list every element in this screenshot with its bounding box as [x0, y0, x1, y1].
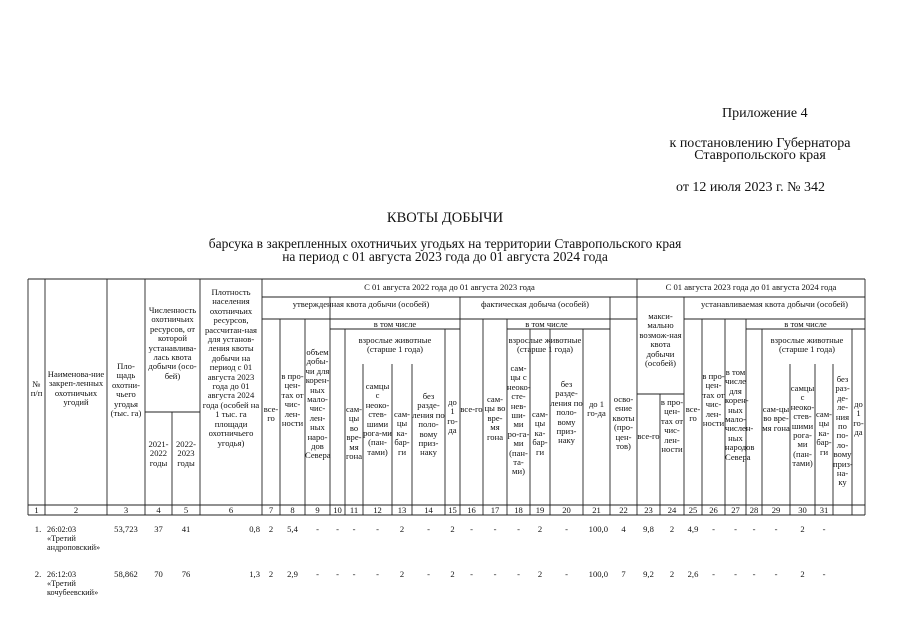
column-number: 30	[798, 505, 807, 515]
table-cell-area: 53,723	[114, 524, 138, 534]
column-number: 27	[731, 505, 740, 515]
table-cell-s-young: -	[822, 524, 826, 534]
column-number: 29	[771, 505, 781, 515]
table-cell-s-pct: 4,9	[687, 524, 699, 534]
table-cell-s-pct: 2,6	[687, 569, 699, 579]
header-approved-quota: утвержденная квота добычи (особей)	[292, 299, 430, 309]
table-cell-a-m3: -	[376, 569, 379, 579]
table-cell-a-young: -	[427, 569, 430, 579]
header-count-2022: 2022-2023 годы	[175, 439, 197, 468]
table-cell-a-native: -	[316, 569, 319, 579]
column-number: 3	[123, 505, 129, 515]
table-cell-s-nosex: 2	[800, 524, 805, 534]
table-cell-a-nosex: 2	[399, 569, 405, 579]
header-col19-nosex: без разде-ления по поло-вому приз-наку	[550, 379, 583, 446]
header-adults-3: взрослые животные (старше 1 года)	[770, 335, 844, 355]
header-col13-nosex: без разде-ления по поло-вому приз-наку	[412, 391, 445, 458]
header-adults-2: взрослые животные (старше 1 года)	[508, 335, 582, 355]
column-number: 21	[592, 505, 601, 515]
header-set-quota: устанавливаемая квота добычи (особей)	[701, 299, 848, 309]
table-cell-s-native: -	[712, 569, 715, 579]
table-cell-s-m2: -	[752, 569, 756, 579]
table-cell-f-young: -	[565, 524, 568, 534]
column-number: 5	[183, 505, 189, 515]
page-subtitle-1: барсука в закрепленных охотничьих угодьях на территории Ставропольского края	[208, 236, 682, 251]
header-count: Численность охотничьих ресурсов, от которой устанавлива-лась квота добычи (осо-бей)	[148, 305, 197, 381]
header-col20-young: до 1 го-да	[587, 399, 606, 419]
table-cell-f-m1: -	[470, 524, 473, 534]
table-cell-c1: 70	[154, 569, 163, 579]
appendix-date: от 12 июля 2023 г. № 342	[676, 180, 825, 195]
table-cell-a-total: 2	[268, 524, 274, 534]
table-cell-s-young: -	[822, 569, 826, 579]
table-cell-c2: 76	[181, 569, 191, 579]
table-cell-max-pct: 9,8	[643, 524, 654, 534]
header-actual-catch: фактическая добыча (особей)	[480, 299, 590, 309]
table-cell-f-m3: -	[517, 524, 520, 534]
header-col11-antlers: самцы с неоко-стев-шими рога-ми (пан-тами)	[363, 381, 392, 457]
header-col15-total: все-го	[460, 404, 483, 414]
table-cell-a-m2: -	[352, 569, 356, 579]
column-number: 9	[315, 505, 320, 515]
column-number: 7	[268, 505, 274, 515]
table-cell-c2: 41	[181, 524, 191, 534]
table-cell-s-native: -	[712, 524, 715, 534]
header-adults-1: взрослые животные (старше 1 года)	[358, 335, 432, 355]
header-max-quota: макси-мально возмож-ная квота добычи (особей)	[639, 311, 682, 369]
header-col30-nosex: без раз-де-ле-ния по по-ло-вому приз-на-ку	[833, 374, 853, 488]
table-cell-f-young: -	[565, 569, 568, 579]
column-number: 4	[156, 505, 161, 515]
table-cell-s-m1: -	[734, 569, 737, 579]
hunting-ground-code: 26:12:03	[47, 570, 77, 579]
table-cell-f-m3: -	[517, 569, 520, 579]
column-number: 22	[619, 505, 628, 515]
table-cell-f-m2: -	[493, 524, 497, 534]
page-subtitle-2: на период с 01 августа 2023 года до 01 августа 2024 года	[282, 249, 608, 264]
header-col12-musk: сам-цы ка-бар-ги	[393, 409, 411, 457]
table-cell-s-nosex: 2	[800, 569, 805, 579]
table-cell-s-total: 2	[669, 524, 675, 534]
table-cell-max-total: 4	[621, 524, 626, 534]
header-col14-young: до 1 го-да	[447, 397, 458, 436]
table-cell-s-m1: -	[734, 524, 737, 534]
row-number: 1.	[34, 524, 42, 534]
table-cell-s-total: 2	[669, 569, 675, 579]
column-number: 1	[34, 505, 39, 515]
column-number: 6	[228, 505, 234, 515]
table-cell-a-m1: -	[336, 569, 339, 579]
table-cell-a-pct: 5,4	[287, 524, 298, 534]
hunting-ground-name: «Третий андроповский»	[47, 534, 101, 552]
table-cell-f-m1: -	[470, 569, 473, 579]
column-number: 19	[535, 505, 545, 515]
header-col9-native: объем добы-чи для корен-ных мало-чис-лен-ных наро-дов Севера	[305, 347, 331, 461]
page-title: КВОТЫ ДОБЫЧИ	[386, 210, 504, 226]
header-col18-musk: сам-цы ка-бар-ги	[531, 409, 549, 457]
appendix-decree: к постановлению Губернатора	[669, 136, 851, 151]
table-cell-a-m3: -	[376, 524, 379, 534]
header-including-2: в том числе	[525, 319, 568, 329]
header-including-1: в том числе	[373, 319, 417, 329]
header-col31-young: до 1 го-да	[853, 399, 864, 438]
column-number: 24	[667, 505, 677, 515]
header-col23-pct: в про-цен-тах от чис-лен-ности	[660, 397, 684, 455]
column-number: 23	[644, 505, 653, 515]
column-number: 20	[562, 505, 571, 515]
header-col22-total: все-го	[637, 431, 660, 441]
column-number: 17	[490, 505, 500, 515]
table-cell-f-total: 2	[450, 569, 455, 579]
column-number: 31	[819, 505, 829, 515]
appendix-label: Приложение 4	[722, 106, 808, 121]
table-cell-f-nosex: 2	[537, 524, 543, 534]
column-number: 2	[73, 505, 79, 515]
header-col24-total: все-го	[685, 404, 701, 424]
row-number: 2.	[34, 569, 42, 579]
header-number: № п/п	[30, 379, 43, 399]
table-cell-a-pct: 2,9	[287, 569, 298, 579]
table-cell-f-nosex: 2	[537, 569, 543, 579]
table-cell-s-m2: -	[752, 524, 756, 534]
table-cell-density: 1,3	[249, 569, 260, 579]
hunting-ground-code: 26:02:03	[47, 525, 77, 534]
table-cell-a-nosex: 2	[399, 524, 405, 534]
table-cell-used: 100,0	[588, 569, 608, 579]
table-cell-f-total: 2	[450, 524, 455, 534]
table-cell-area: 58,862	[114, 569, 138, 579]
column-number: 13	[397, 505, 407, 515]
column-number: 10	[333, 505, 342, 515]
header-period-2022: С 01 августа 2022 года до 01 августа 2023 года	[364, 282, 535, 292]
header-col25-pct: в про-цен-тах от чис-лен-ности	[702, 371, 725, 429]
header-col7-total: все-го	[263, 404, 279, 424]
column-number: 8	[290, 505, 295, 515]
header-col27-males: сам-цы во вре-мя гона	[762, 404, 790, 433]
header-col8-pct: в про-цен-тах от чис-лен-ности	[281, 371, 304, 429]
table-cell-c1: 37	[154, 524, 163, 534]
table-cell-density: 0,8	[249, 524, 260, 534]
table-cell-a-native: -	[316, 524, 319, 534]
column-number: 26	[709, 505, 718, 515]
column-number: 12	[373, 505, 382, 515]
table-cell-used: 100,0	[588, 524, 608, 534]
table-cell-f-m2: -	[493, 569, 497, 579]
header-col28-antlers: самцы с неоко-стев-шими рога-ми (пан-тами)	[790, 383, 815, 469]
table-cell-a-m1: -	[336, 524, 339, 534]
header-period-2023: С 01 августа 2023 года до 01 августа 2024 года	[665, 282, 837, 292]
header-including-3: в том числе	[784, 319, 827, 329]
table-cell-max-pct: 9,2	[643, 569, 654, 579]
appendix-region: Ставропольского края	[694, 148, 826, 163]
column-number: 15	[448, 505, 457, 515]
header-col29-musk: сам-цы ка-бар-ги	[815, 409, 833, 457]
header-density: Плотность населения охотничьих ресурсов, рассчитан-ная для установ-ления квоты добычи на период с 01 августа 2023 года до 01 августа 2024 года (особей на 1 тыс. га площади охотничьего угодья)	[202, 287, 260, 448]
column-number: 16	[467, 505, 476, 515]
table-cell-s-m3: -	[774, 524, 778, 534]
column-number: 11	[349, 505, 359, 515]
header-count-2021: 2021-2022 годы	[148, 439, 169, 468]
table-cell-a-total: 2	[268, 569, 274, 579]
table-cell-max-total: 7	[621, 569, 626, 579]
column-number: 28	[749, 505, 759, 515]
column-number: 18	[514, 505, 523, 515]
header-col21-used: осво-ение квоты (про-цен-тов)	[612, 394, 635, 452]
hunting-ground-name: «Третий кочубеевский»	[47, 579, 99, 597]
header-area: Пло-щадь охотни-чьего угодья (тыс. га)	[110, 361, 142, 419]
table-cell-a-m2: -	[352, 524, 356, 534]
header-col10-males: сам-цы во вре-мя гона	[345, 404, 363, 462]
header-col26-native: в том числе для корен-ных мало-числен-ных народов Севера	[725, 367, 755, 462]
column-number: 14	[424, 505, 433, 515]
header-col16-males: сам-цы во вре-мя гона	[484, 394, 506, 442]
header-name: Наименова-ние закреп-ленных охотничьих угодий	[47, 369, 105, 408]
table-cell-a-young: -	[427, 524, 430, 534]
table-cell-s-m3: -	[774, 569, 778, 579]
column-number: 25	[688, 505, 698, 515]
header-col17-antlers: сам-цы с неоко-сте-нев-ши-ми ро-га-ми (пан-та-ми)	[507, 363, 531, 477]
